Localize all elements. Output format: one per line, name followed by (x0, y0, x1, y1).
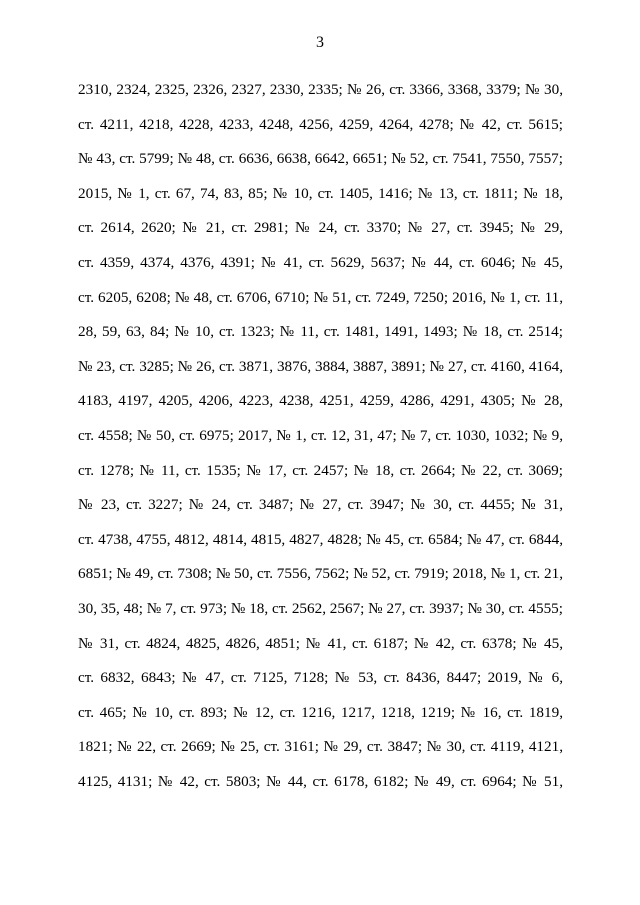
text-line: № 23, ст. 3227; № 24, ст. 3487; № 27, ст. 3947; № 30, ст. 4455; № 31, (78, 496, 563, 514)
text-line: ст. 1278; № 11, ст. 1535; № 17, ст. 2457; № 18, ст. 2664; № 22, ст. 3069; (78, 461, 563, 479)
text-line: 6851; № 49, ст. 7308; № 50, ст. 7556, 7562; № 52, ст. 7919; 2018, № 1, ст. 21, (78, 565, 563, 583)
text-line: ст. 6832, 6843; № 47, ст. 7125, 7128; № 53, ст. 8436, 8447; 2019, № 6, (78, 669, 563, 687)
page-number: 3 (316, 34, 324, 51)
text-line: 30, 35, 48; № 7, ст. 973; № 18, ст. 2562, 2567; № 27, ст. 3937; № 30, ст. 4555; (78, 599, 563, 617)
text-line: ст. 4211, 4218, 4228, 4233, 4248, 4256, 4259, 4264, 4278; № 42, ст. 5615; (78, 115, 563, 133)
text-line: 4125, 4131; № 42, ст. 5803; № 44, ст. 6178, 6182; № 49, ст. 6964; № 51, (78, 772, 563, 790)
text-line: ст. 465; № 10, ст. 893; № 12, ст. 1216, 1217, 1218, 1219; № 16, ст. 1819, (78, 703, 563, 721)
text-line: ст. 2614, 2620; № 21, ст. 2981; № 24, ст. 3370; № 27, ст. 3945; № 29, (78, 219, 563, 237)
text-line: 2015, № 1, ст. 67, 74, 83, 85; № 10, ст. 1405, 1416; № 13, ст. 1811; № 18, (78, 184, 563, 202)
text-line: ст. 4359, 4374, 4376, 4391; № 41, ст. 5629, 5637; № 44, ст. 6046; № 45, (78, 253, 563, 271)
text-line: № 31, ст. 4824, 4825, 4826, 4851; № 41, ст. 6187; № 42, ст. 6378; № 45, (78, 634, 563, 652)
text-line: 2310, 2324, 2325, 2326, 2327, 2330, 2335; № 26, ст. 3366, 3368, 3379; № 30, (78, 81, 563, 98)
text-line: № 43, ст. 5799; № 48, ст. 6636, 6638, 6642, 6651; № 52, ст. 7541, 7550, 7557; (78, 150, 563, 168)
text-line: ст. 4558; № 50, ст. 6975; 2017, № 1, ст. 12, 31, 47; № 7, ст. 1030, 1032; № 9, (78, 426, 563, 444)
text-line: ст. 6205, 6208; № 48, ст. 6706, 6710; № 51, ст. 7249, 7250; 2016, № 1, ст. 11, (78, 288, 563, 306)
text-line: ст. 4738, 4755, 4812, 4814, 4815, 4827, 4828; № 45, ст. 6584; № 47, ст. 6844, (78, 530, 563, 548)
text-line: № 23, ст. 3285; № 26, ст. 3871, 3876, 3884, 3887, 3891; № 27, ст. 4160, 4164, (78, 357, 563, 375)
text-line: 4183, 4197, 4205, 4206, 4223, 4238, 4251, 4259, 4286, 4291, 4305; № 28, (78, 392, 563, 410)
body-text (78, 80, 563, 806)
text-line: 1821; № 22, ст. 2669; № 25, ст. 3161; № 29, ст. 3847; № 30, ст. 4119, 4121, (78, 738, 563, 756)
text-line: 28, 59, 63, 84; № 10, ст. 1323; № 11, ст. 1481, 1491, 1493; № 18, ст. 2514; (78, 323, 563, 341)
